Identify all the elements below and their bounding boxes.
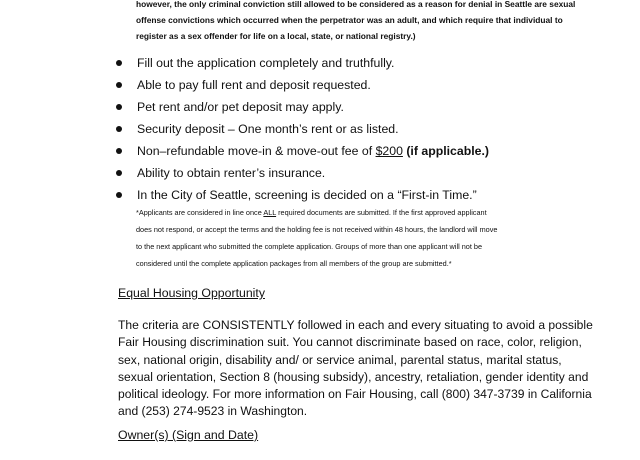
note-line: however, the only criminal conviction still allowed to be considered as a reason for denial in Seattle are sexual (136, 0, 576, 9)
paragraph-line: and (253) 274-9523 in Washington. (118, 404, 308, 419)
criminal-conviction-note (136, 0, 576, 44)
list-item-text: Fill out the application completely and truthfully. (137, 56, 395, 70)
note-line: offense convictions which occurred when the perpetrator was an adult, and which require that individual to (136, 15, 563, 25)
bullet-icon (116, 126, 122, 132)
list-item-text: Pet rent and/or pet deposit may apply. (137, 100, 344, 114)
note-line: considered until the complete application packages from all members of the group are submitted.* (136, 259, 452, 268)
screening-note (136, 204, 576, 272)
bullet-icon (116, 60, 122, 66)
bullet-icon (116, 192, 122, 198)
fee-amount: $200 (375, 144, 403, 158)
paragraph-line: political ideology. For more information on Fair Housing, call (800) 347-3739 in California (118, 387, 592, 402)
paragraph-line: The criteria are CONSISTENTLY followed in each and every situating to avoid a possible (118, 318, 593, 332)
fee-condition: (if applicable.) (402, 144, 490, 158)
note-text: required documents are submitted. If the first approved applicant (276, 208, 487, 217)
fee-text: Non–refundable move-in & move-out fee of (137, 144, 376, 158)
note-text: *Applicants are considered in line once (136, 208, 264, 217)
list-item-text: Security deposit – One month’s rent or as listed. (137, 122, 399, 136)
paragraph-line: Fair Housing discrimination suit. You cannot discriminate based on race, color, religion, (118, 335, 582, 350)
bullet-icon (116, 82, 122, 88)
equal-housing-heading: Equal Housing Opportunity (118, 286, 265, 300)
list-item-text (137, 140, 489, 162)
note-line: register as a sex offender for life on a local, state, or national registry.) (136, 31, 416, 41)
note-line: does not respond, or accept the terms and the holding fee is not received within 48 hours, the landlord will move (136, 225, 498, 234)
bullet-icon (116, 148, 122, 154)
note-emphasis: ALL (263, 208, 277, 217)
paragraph-line: sexual orientation, Section 8 (housing subsidy), ancestry, retaliation, gender identity and (118, 369, 589, 384)
equal-housing-paragraph (118, 317, 593, 421)
bullet-icon (116, 170, 122, 176)
list-item-text: In the City of Seattle, screening is decided on a “First-in Time.” (137, 188, 477, 202)
bullet-icon (116, 104, 122, 110)
note-line: to the next applicant who submitted the complete application. Groups of more than one applicant will not be (136, 242, 483, 251)
note-line (136, 204, 576, 221)
list-item-text: Able to pay full rent and deposit requested. (137, 78, 371, 92)
owner-signature-heading: Owner(s) (Sign and Date) (118, 428, 259, 442)
paragraph-line: sex, national origin, disability and/ or service animal, parental status, marital status, (118, 352, 562, 367)
list-item-text: Ability to obtain renter’s insurance. (137, 166, 326, 180)
